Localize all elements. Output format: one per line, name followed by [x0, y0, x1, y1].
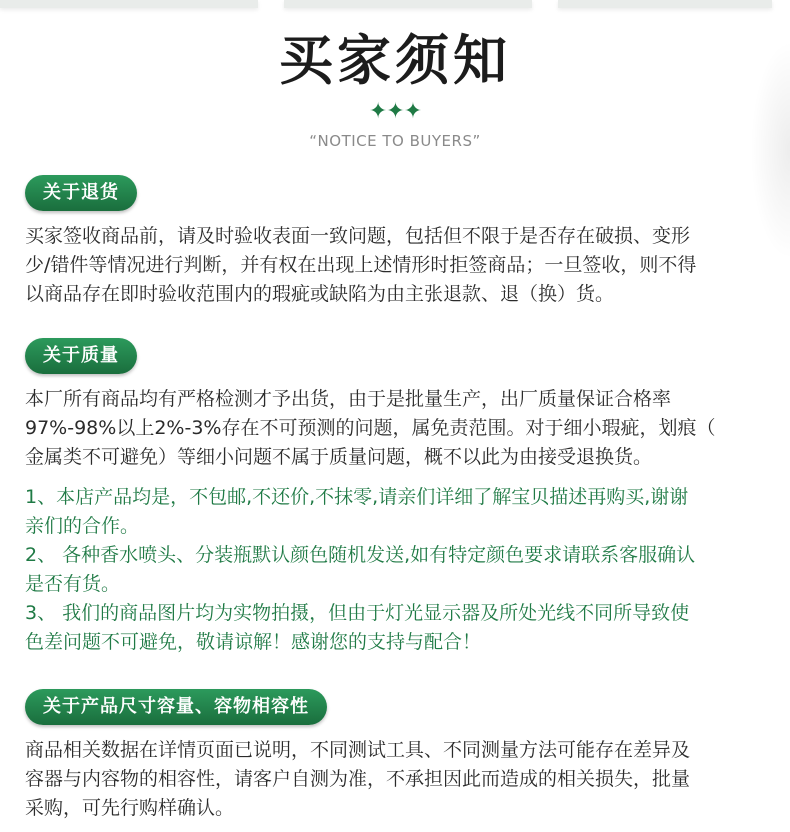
text-line: 采购，可先行购样确认。	[25, 797, 235, 819]
note-line: 2、 各种香水喷头、分装瓶默认颜色随机发送,如有特定颜色要求请联系客服确认	[25, 544, 696, 566]
text-line: 少/错件等情况进行判断，并有权在出现上述情形时拒签商品；一旦签收，则不得	[25, 254, 697, 276]
top-strip-segment	[0, 0, 258, 8]
text-line: 以商品存在即时验收范围内的瑕疵或缺陷为由主张退款、退（换）货。	[25, 283, 615, 305]
note-line: 色差问题不可避免，敬请谅解！感谢您的支持与配合！	[25, 631, 482, 653]
star-icon: ✦✦✦	[368, 99, 422, 124]
returns-paragraph	[25, 222, 770, 309]
top-strip-segment	[284, 0, 532, 8]
top-strip	[0, 0, 790, 12]
page-subtitle: “NOTICE TO BUYERS”	[309, 132, 481, 150]
size-paragraph	[25, 736, 770, 823]
section-heading-size: 关于产品尺寸容量、容物相容性	[25, 689, 327, 725]
section-heading-returns: 关于退货	[25, 175, 137, 211]
text-line: 金属类不可避免）等细小问题不属于质量问题，概不以此为由接受退换货。	[25, 446, 653, 468]
top-strip-segment	[558, 0, 772, 8]
note-line: 1、本店产品均是，不包邮,不还价,不抹零,请亲们详细了解宝贝描述再购买,谢谢	[25, 486, 689, 508]
quality-notes	[25, 483, 770, 657]
text-line: 商品相关数据在详情页面已说明，不同测试工具、不同测量方法可能存在差异及	[25, 739, 691, 761]
note-line: 是否有货。	[25, 573, 121, 595]
note-line: 亲们的合作。	[25, 515, 140, 537]
note-line: 3、 我们的商品图片均为实物拍摄，但由于灯光显示器及所处光线不同所导致使	[25, 602, 690, 624]
text-line: 容器与内容物的相容性，请客户自测为准，不承担因此而造成的相关损失，批量	[25, 768, 691, 790]
text-line: 买家签收商品前，请及时验收表面一致问题，包括但不限于是否存在破损、变形	[25, 225, 691, 247]
text-line: 本厂所有商品均有严格检测才予出货，由于是批量生产，出厂质量保证合格率	[25, 388, 672, 410]
text-line: 97%-98%以上2%-3%存在不可预测的问题，属免责范围。对于细小瑕疵，划痕（	[25, 417, 716, 439]
quality-paragraph	[25, 385, 770, 472]
section-heading-quality: 关于质量	[25, 338, 137, 374]
page-title: 买家须知	[279, 29, 511, 92]
